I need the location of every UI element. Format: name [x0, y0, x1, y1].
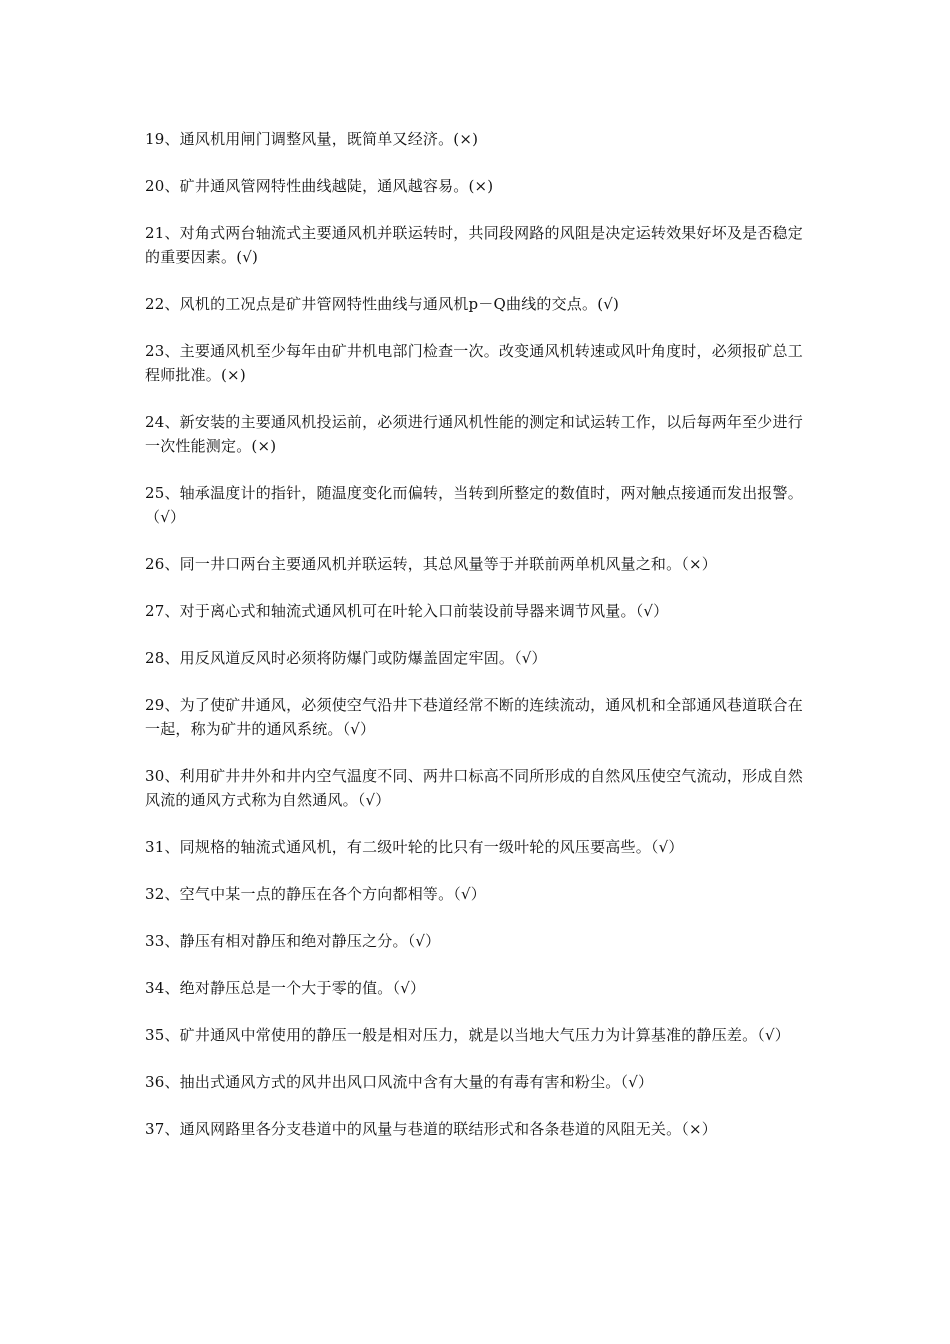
question-item: 32、空气中某一点的静压在各个方向都相等。（√）	[145, 885, 486, 903]
question-item: 29、为了使矿井通风，必须使空气沿井下巷道经常不断的连续流动，通风机和全部通风巷道联合在一起，称为矿井的通风系统。（√）	[145, 696, 803, 738]
question-item: 25、轴承温度计的指针，随温度变化而偏转，当转到所整定的数值时，两对触点接通而发出报警。（√）	[145, 484, 803, 526]
question-item: 31、同规格的轴流式通风机，有二级叶轮的比只有一级叶轮的风压要高些。（√）	[145, 838, 684, 856]
question-item: 22、风机的工况点是矿井管网特性曲线与通风机p－Q曲线的交点。(√)	[145, 295, 620, 313]
question-item: 26、同一井口两台主要通风机并联运转，其总风量等于并联前两单机风量之和。（×）	[145, 555, 717, 573]
question-item: 21、对角式两台轴流式主要通风机并联运转时，共同段网路的风阻是决定运转效果好坏及是否稳定的重要因素。(√)	[145, 224, 803, 266]
question-item: 33、静压有相对静压和绝对静压之分。（√）	[145, 932, 441, 950]
question-item: 20、矿井通风管网特性曲线越陡，通风越容易。(×)	[145, 177, 494, 195]
question-item: 37、通风网路里各分支巷道中的风量与巷道的联结形式和各条巷道的风阻无关。（×）	[145, 1120, 717, 1138]
question-item: 19、通风机用闸门调整风量，既简单又经济。(×)	[145, 130, 479, 148]
question-item: 34、绝对静压总是一个大于零的值。（√）	[145, 979, 426, 997]
question-item: 23、主要通风机至少每年由矿井机电部门检查一次。改变通风机转速或风叶角度时，必须报矿总工程师批准。(×)	[145, 342, 803, 384]
question-item: 35、矿井通风中常使用的静压一般是相对压力，就是以当地大气压力为计算基准的静压差。（√）	[145, 1026, 790, 1044]
question-item: 24、新安装的主要通风机投运前，必须进行通风机性能的测定和试运转工作，以后每两年至少进行一次性能测定。(×)	[145, 413, 803, 455]
question-item: 36、抽出式通风方式的风井出风口风流中含有大量的有毒有害和粉尘。（√）	[145, 1073, 654, 1091]
question-item: 27、对于离心式和轴流式通风机可在叶轮入口前装设前导器来调节风量。（√）	[145, 602, 669, 620]
question-item: 28、用反风道反风时必须将防爆门或防爆盖固定牢固。（√）	[145, 649, 547, 667]
question-item: 30、利用矿井井外和井内空气温度不同、两井口标高不同所形成的自然风压使空气流动，形成自然风流的通风方式称为自然通风。（√）	[145, 767, 803, 809]
document-page	[145, 127, 810, 1164]
